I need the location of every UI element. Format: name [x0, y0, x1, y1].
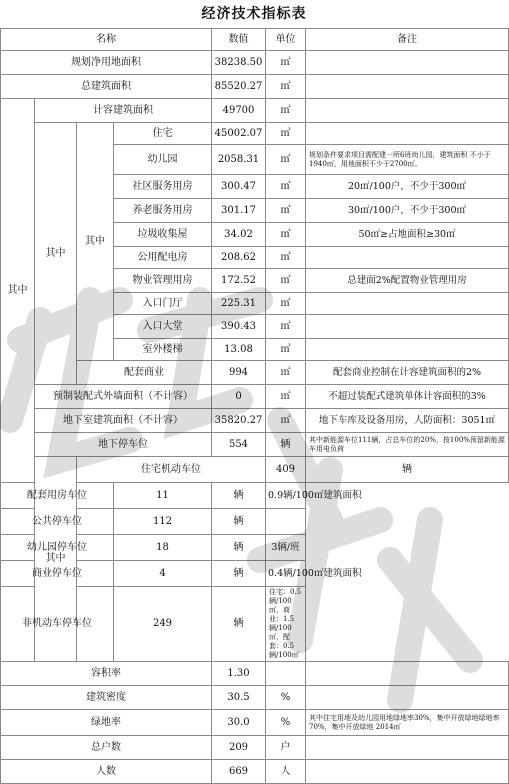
row-name: 幼儿园 [114, 145, 212, 175]
row-note: 住宅：0.5辆/100㎡，商业：1.5辆/100㎡，配套：0.5辆/100㎡ [266, 587, 306, 662]
row-value: 2058.31 [212, 145, 266, 175]
row-unit: % [266, 710, 306, 736]
row-value: 994 [212, 361, 266, 385]
row-value: 172.52 [212, 269, 266, 293]
row-name: 养老服务用房 [114, 199, 212, 223]
table-row [1, 433, 509, 457]
row-note [306, 75, 509, 99]
row-name: 物业管理用房 [114, 269, 212, 293]
table-row [1, 385, 509, 409]
row-unit [266, 662, 306, 686]
row-name: 公用配电房 [114, 247, 212, 269]
row-value: 300.47 [212, 175, 266, 199]
group-label-qizhong-3: 其中 [77, 123, 114, 361]
table-row [1, 561, 509, 587]
header-note: 备注 [306, 29, 509, 51]
group-label-qizhong-1: 其中 [1, 99, 35, 483]
row-name: 计容建筑面积 [35, 99, 212, 123]
row-note: 总建面2%配置物业管理用房 [306, 269, 509, 293]
row-value: 11 [114, 483, 212, 509]
indicator-table [0, 28, 509, 784]
table-title: 经济技术指标表 [201, 6, 307, 22]
row-name: 商业停车位 [1, 561, 114, 587]
row-note [306, 293, 509, 315]
header-row [1, 29, 509, 51]
row-note: 50㎡≥占地面积≥30㎡ [306, 223, 509, 247]
row-unit: ㎡ [266, 385, 306, 409]
row-name: 容积率 [1, 662, 212, 686]
row-value: 13.08 [212, 339, 266, 361]
row-unit: 辆 [212, 561, 266, 587]
table-row [1, 409, 509, 433]
row-note [306, 99, 509, 123]
table-row [1, 99, 509, 123]
table-row [1, 710, 509, 736]
row-name: 幼儿园停车位 [1, 535, 114, 561]
row-unit: ㎡ [266, 409, 306, 433]
header-name: 名称 [1, 29, 212, 51]
row-value: 34.02 [212, 223, 266, 247]
row-note: 0.4辆/100㎡建筑面积 [266, 561, 306, 587]
row-note [306, 736, 509, 760]
row-value: 112 [114, 509, 212, 535]
row-unit: 户 [266, 736, 306, 760]
row-note [306, 315, 509, 339]
group-label-qizhong-2: 其中 [35, 123, 77, 385]
row-note: 其中住宅用地及幼儿园用地绿地率30%，集中开放绿地绿地率70%，集中开放绿地 2014㎡ [306, 710, 509, 736]
row-value: 301.17 [212, 199, 266, 223]
row-name: 非机动车停车位 [1, 587, 114, 662]
row-note: 配套商业控制在计容建筑面积的2% [306, 361, 509, 385]
header-value: 数值 [212, 29, 266, 51]
row-value: 225.31 [212, 293, 266, 315]
table-row [1, 736, 509, 760]
row-value: 669 [212, 760, 266, 784]
table-row [1, 686, 509, 710]
row-unit: ㎡ [266, 123, 306, 145]
row-value: 4 [114, 561, 212, 587]
row-name: 地下室建筑面积（不计容） [35, 409, 212, 433]
row-note: 规划条件要求项目需配建一所6班幼儿园，建筑面积 不小于1940㎡，用地面积不少于2700㎡。 [306, 145, 509, 175]
row-name: 公共停车位 [1, 509, 114, 535]
table-row [1, 662, 509, 686]
row-value: 85520.27 [212, 75, 266, 99]
row-unit: 辆 [212, 587, 266, 662]
row-name: 建筑密度 [1, 686, 212, 710]
row-unit: ㎡ [266, 315, 306, 339]
group-label-qizhong-parking: 其中 [35, 457, 77, 662]
row-note: 30㎡/100户，不少于300㎡ [306, 199, 509, 223]
row-name: 住宅机动车位 [77, 457, 266, 483]
row-note [306, 51, 509, 75]
row-note [306, 123, 509, 145]
row-note: 3辆/班 [266, 535, 306, 561]
row-value: 30.5 [212, 686, 266, 710]
row-unit: 辆 [212, 483, 266, 509]
row-note: 其中新能源车位111辆，占总车位的20%，按100%预留新能源车用电负荷 [306, 433, 509, 457]
table-row [1, 361, 509, 385]
row-unit: ㎡ [266, 199, 306, 223]
row-name: 社区服务用房 [114, 175, 212, 199]
row-unit: ㎡ [266, 75, 306, 99]
table-row [1, 457, 509, 483]
row-value: 49700 [212, 99, 266, 123]
row-unit: ㎡ [266, 51, 306, 75]
row-name: 入口大堂 [114, 315, 212, 339]
row-note: 20㎡/100户，不少于300㎡ [306, 175, 509, 199]
row-note [306, 760, 509, 784]
row-unit: ㎡ [266, 269, 306, 293]
row-name: 入口门厅 [114, 293, 212, 315]
row-unit: ㎡ [266, 175, 306, 199]
table-row [1, 760, 509, 784]
row-note: 地下车库及设备用房，人防面积：3051㎡ [306, 409, 509, 433]
row-note: 0.9辆/100㎡建筑面积 [266, 483, 306, 509]
row-value: 554 [212, 433, 266, 457]
row-unit: 辆 [212, 509, 266, 535]
row-unit: ㎡ [266, 145, 306, 175]
row-value: 38238.50 [212, 51, 266, 75]
row-note [306, 247, 509, 269]
row-note [266, 509, 306, 535]
row-unit: ㎡ [266, 223, 306, 247]
row-unit: 辆 [266, 433, 306, 457]
row-value: 390.43 [212, 315, 266, 339]
row-value: 45002.07 [212, 123, 266, 145]
row-unit: ㎡ [266, 99, 306, 123]
row-note: 不超过装配式建筑单体计容面积的3% [306, 385, 509, 409]
row-name: 配套用房车位 [1, 483, 114, 509]
table-row [1, 483, 509, 509]
row-unit: ㎡ [266, 293, 306, 315]
row-unit: ㎡ [266, 361, 306, 385]
row-unit: 辆 [212, 535, 266, 561]
table-row [1, 51, 509, 75]
row-value: 409 [266, 457, 306, 483]
row-name: 预制装配式外墙面积（不计容） [35, 385, 212, 409]
row-value: 0 [212, 385, 266, 409]
row-value: 18 [114, 535, 212, 561]
row-name: 规划净用地面积 [1, 51, 212, 75]
table-row [1, 509, 509, 535]
row-value: 35820.27 [212, 409, 266, 433]
row-name: 垃圾收集屋 [114, 223, 212, 247]
row-value: 30.0 [212, 710, 266, 736]
row-name: 人数 [1, 760, 212, 784]
row-name: 室外楼梯 [114, 339, 212, 361]
row-note [306, 662, 509, 686]
row-name: 住宅 [114, 123, 212, 145]
row-unit: ㎡ [266, 339, 306, 361]
row-unit: 人 [266, 760, 306, 784]
row-unit: ㎡ [266, 247, 306, 269]
row-name: 配套商业 [77, 361, 212, 385]
row-name: 总户数 [1, 736, 212, 760]
row-name: 总建筑面积 [1, 75, 212, 99]
row-name: 地下停车位 [35, 433, 212, 457]
row-unit: 辆 [306, 457, 509, 483]
row-value: 209 [212, 736, 266, 760]
table-row [1, 587, 509, 662]
table-row [1, 535, 509, 561]
row-name: 绿地率 [1, 710, 212, 736]
header-unit: 单位 [266, 29, 306, 51]
table-row [1, 123, 509, 145]
table-row [1, 75, 509, 99]
row-value: 208.62 [212, 247, 266, 269]
row-note [306, 339, 509, 361]
row-unit: % [266, 686, 306, 710]
row-value: 249 [114, 587, 212, 662]
row-value: 1.30 [212, 662, 266, 686]
row-note [306, 686, 509, 710]
